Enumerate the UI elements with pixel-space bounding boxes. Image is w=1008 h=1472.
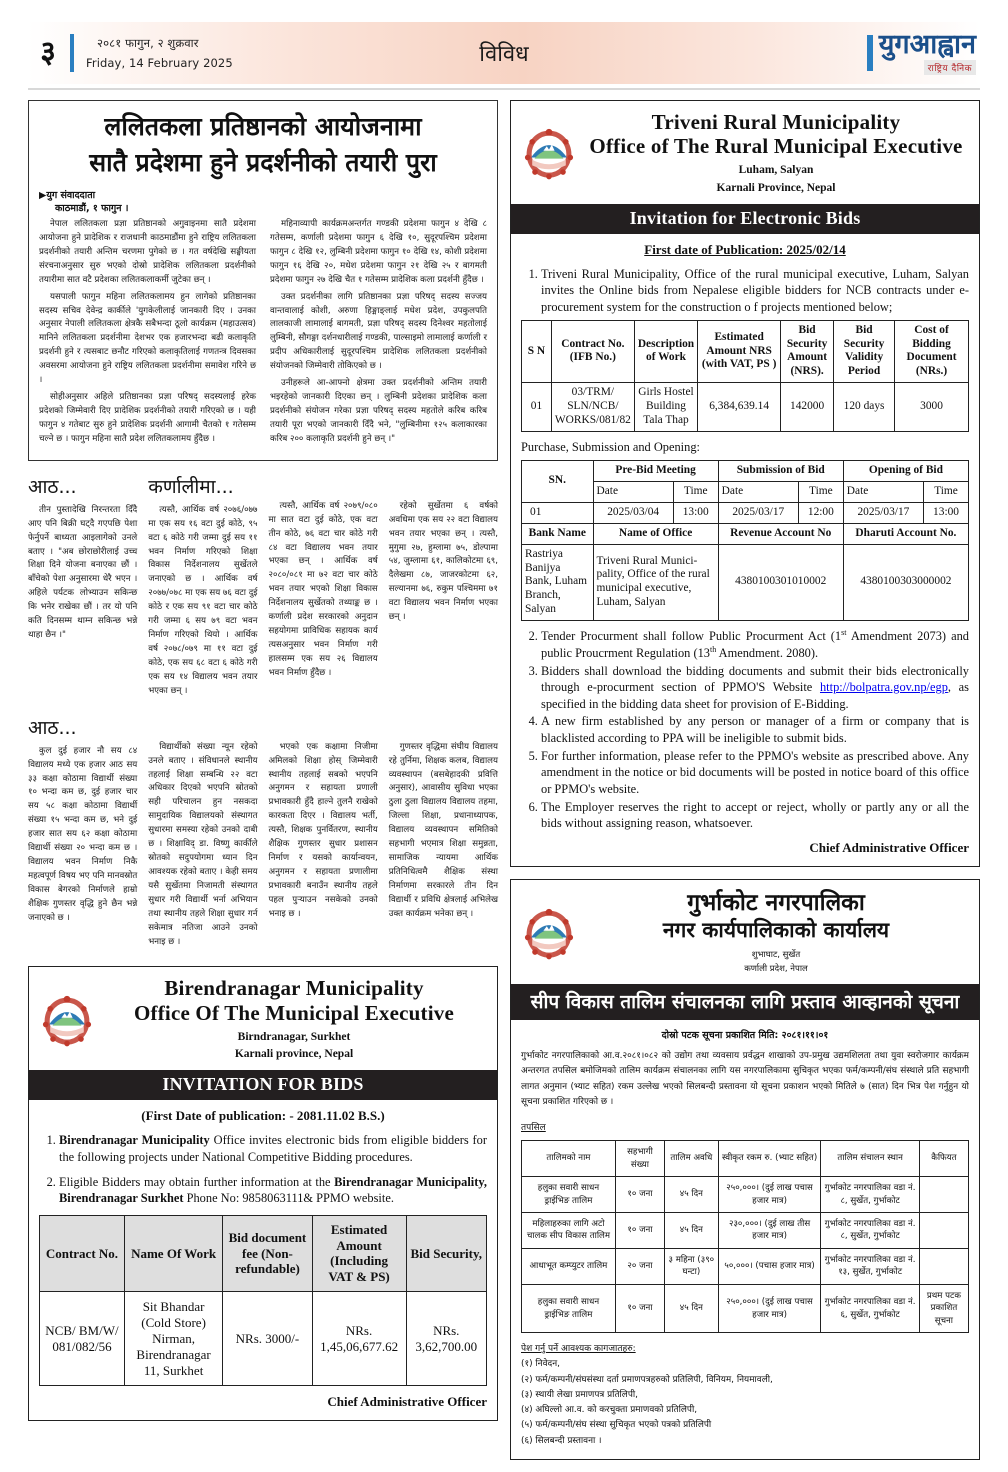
logo-subtitle: राष्ट्रिय दैनिक	[924, 60, 976, 75]
triveni-banner: Invitation for Electronic Bids	[511, 204, 979, 234]
cell-contract-no: NCB/ BM/W/ 081/082/56	[40, 1292, 125, 1386]
gurbhakot-pub-date: दोस्रो पटक सूचना प्रकाशित मिति: २०८१।११।०१	[661, 1029, 829, 1041]
triveni-purchase-label: Purchase, Submission and Opening:	[521, 440, 700, 454]
cell-prebid-date: 2025/03/04	[593, 502, 673, 523]
col-bid-security-amount: Bid Security Amount (NRS).	[781, 320, 834, 383]
col-sn: SN.	[522, 461, 594, 503]
jump-continuation-1	[28, 473, 498, 702]
birendranagar-body	[29, 1100, 497, 1420]
col-contract-no: Contract No.	[40, 1215, 125, 1291]
section-title: विविध	[479, 42, 529, 67]
right-column	[510, 100, 980, 1472]
cell-duration: ४५ दिन	[665, 1284, 719, 1332]
triveni-org-line2: Office of The Rural Municipal Executive	[589, 134, 963, 159]
col-name-of-work: Name Of Work	[124, 1215, 222, 1291]
birendranagar-bid-table	[39, 1215, 487, 1387]
table-header-row	[522, 1141, 969, 1177]
col-approved-amount: स्वीकृत रकम रु. (भ्याट सहित)	[718, 1141, 821, 1177]
col-duration: तालिम अवधि	[665, 1141, 719, 1177]
birendranagar-item1-bold: Birendranagar Municipality	[59, 1133, 210, 1148]
gurbhakot-documents-label: पेश गर्नु पर्ने आवश्यक कागजातहरु:	[521, 1344, 636, 1355]
nepal-emblem-icon	[521, 905, 577, 961]
triveni-item2-post: , as specified in the bidding data sheet for provision of E-Bidding.	[541, 680, 969, 711]
cell-bank-name: Rastriya Banijya Bank, Luham Branch, Salyan	[522, 544, 594, 621]
lead-article	[28, 100, 498, 461]
cell-training-name: आधाभूत कम्प्युटर तालिम	[522, 1248, 616, 1284]
newspaper-page	[0, 22, 1008, 1448]
gurbhakot-document-item: (६) सिलबन्दी प्रस्तावना ।	[521, 1435, 602, 1446]
cell-participants: १० जना	[615, 1177, 664, 1213]
cell-training-name: महिलाहरुका लागि अटो चालक सीप विकास तालिम	[522, 1213, 616, 1249]
jump2-paragraph: कुल दुई हजार नौ सय ८४ विद्यालय मध्ये एक हजार आठ सय ३३ कक्षा कोठामा विद्यार्थी संख्या १० भन्दा कम छ, दुई हजार चार सय ५८ कक्षा कोठामा विद्यार्थी संख्या १५ भन्दा कम छ, भने दुई हजार सात सय ६२ कक्षा कोठामा विद्यार्थी संख्या २० भन्दा कम छ । विद्यालय भवन निर्माण निकै महत्वपूर्ण विषय भए पनि मानवस्रोत विकास बेगरको निर्माणले हाम्रो शैक्षिक गुणस्तर वृद्धि हुने छैन भन्ने जनाएको छ ।	[28, 745, 138, 923]
cell-bid-doc-fee: NRs. 3000/-	[223, 1292, 312, 1386]
gurbhakot-tapsil-label: तपसिल	[521, 1123, 546, 1134]
cell-prebid-time: 13:00	[673, 502, 718, 523]
article-paragraph: नेपाल ललितकला प्रज्ञा प्रतिष्ठानको अगुवाइनमा सातै प्रदेशमा आयोजना हुने प्रादेशिक र राजधानी काठमाडौंमा हुने राष्ट्रिय ललितकला प्रदर्शनीको तयारी अन्तिम चरणमा पुगेको छ । गत वर्षदेखि सङ्घीयता संरचनाअनुसार सुरु भएको दोस्रो प्रादेशिक ललितकला प्रदर्शनीको तयारीमा सात वटै प्रदेशका ललितकलाकर्मी जुटेका छन् ।	[39, 219, 256, 285]
article-paragraph: उनीहरूले आ-आफ्नो क्षेत्रमा उक्त प्रदर्शनीको अन्तिम तयारी भइरहेको जानकारी दिएका छन् । लुम्बिनी प्रदेशका प्रादेशिक कला प्रदर्शनीको संयोजन गरेका प्रज्ञा परिषद् सदस्य महतोले करिब करिब तयारी पूरा भएको जानकारी दिँदै भने, "लुम्बिनीमा १२५ कलाकारका करिब २०० कलाकृति प्रदर्शनी हुने छन् ।"	[270, 378, 487, 444]
col-sn: S N	[522, 320, 552, 383]
gurbhakot-documents-list	[521, 1357, 969, 1449]
cell-training-location: गुर्भाकोट नगरपालिका वडा नं. १३, सुर्खेत, गुर्भाकोट	[821, 1248, 919, 1284]
cell-approved-amount: २५०,०००। (दुई लाख पचास हजार मात्र)	[718, 1284, 821, 1332]
col-name-of-office: Name of Office	[593, 523, 718, 544]
triveni-signature: Chief Administrative Officer	[809, 839, 969, 855]
triveni-org-line1: Triveni Rural Municipality	[651, 110, 901, 134]
table-row	[522, 383, 969, 432]
col-submission-date: Date	[718, 481, 798, 502]
col-bank-name: Bank Name	[522, 523, 594, 544]
left-column	[28, 100, 498, 1472]
page-content	[28, 100, 980, 1472]
col-estimated-amount: Estimated Amount (Including VAT & PS)	[312, 1215, 406, 1291]
cell-participants: २० जना	[615, 1248, 664, 1284]
col-bidding-doc-cost: Cost of Bidding Document (NRs.)	[895, 320, 969, 383]
triveni-schedule-table	[521, 460, 969, 621]
birendranagar-list-item	[59, 1174, 487, 1207]
notice-gurbhakot	[510, 879, 980, 1460]
cell-training-name: हलुका सवारी साधन ड्राईभिङ तालिम	[522, 1177, 616, 1213]
col-dharuti-account: Dharuti Account No.	[843, 523, 968, 544]
cell-name-of-work: Sit Bhandar (Cold Store) Nirman, Birendranagar 11, Surkhet	[124, 1292, 222, 1386]
gurbhakot-training-table	[521, 1140, 969, 1333]
gurbhakot-document-item: (४) अघिल्लो आ.व. को करचुक्ता प्रमाणवको प्रतिलिपी,	[521, 1405, 698, 1416]
col-description: Description of Work	[634, 320, 697, 383]
cell-duration: ४५ दिन	[665, 1177, 719, 1213]
table-header-row	[522, 523, 969, 544]
triveni-address-1: Luham, Salyan	[738, 164, 814, 177]
notice-triveni	[510, 100, 980, 867]
article-dateline: काठमाडौं, १ फागुन ।	[55, 203, 129, 214]
cell-submission-time: 12:00	[798, 502, 843, 523]
table-header-row	[522, 320, 969, 383]
table-row	[522, 544, 969, 621]
cell-revenue-account: 4380100301010002	[718, 544, 843, 621]
nepal-emblem-icon	[39, 992, 95, 1048]
birendranagar-signature: Chief Administrative Officer	[327, 1394, 487, 1410]
jump1-paragraph: रहेको सुर्खेतमा ६ वर्षको अवधिमा एक सय २२ वटा विद्यालय भवन तयार भएका छन् । त्यस्तै, मुगुमा २७, हुम्लामा ७५, डोल्पामा ५४, जुम्लामा ६१, कालिकोटमा ६९, दैलेखमा ८७, जाजरकोटमा ६२, सल्यानमा ७६, रुकुम पश्चिममा ७१ वटा विद्यालय भवन निर्माण भएका छन् ।	[388, 500, 498, 623]
triveni-pub-date: First date of Publication: 2025/02/14	[644, 241, 846, 257]
cell-remarks	[919, 1213, 968, 1249]
cell-approved-amount: २५०,०००। (दुई लाख पचास हजार मात्र)	[718, 1177, 821, 1213]
triveni-list-intro	[521, 266, 969, 316]
cell-estimated-amount: 6,384,639.14	[698, 383, 781, 432]
col-prebid-time: Time	[673, 481, 718, 502]
col-remarks: कैफियत	[919, 1141, 968, 1177]
article-headline-line2: सातै प्रदेशमा हुने प्रदर्शनीको तयारी पुरा	[89, 147, 437, 177]
cell-training-name: हलुका सवारी साधन ड्राईभिङ तालिम	[522, 1284, 616, 1332]
triveni-address-2: Karnali Province, Nepal	[716, 181, 836, 194]
gurbhakot-org-line1: गुर्भाकोट नगरपालिका	[687, 889, 865, 916]
triveni-title-block	[583, 110, 969, 197]
birendranagar-org-line1: Birendranagar Municipality	[164, 976, 424, 1001]
page-number: ३	[40, 35, 56, 70]
birendranagar-address-2: Karnali province, Nepal	[234, 1048, 354, 1061]
triveni-condition-item: 6. The Employer reserves the right to accept or reject, wholly or partly any or all the bids without assigning reason, whatsoever.	[541, 799, 969, 832]
notice-birendranagar	[28, 966, 498, 1421]
cell-estimated-amount: NRs. 1,45,06,677.62	[312, 1292, 406, 1386]
table-row	[522, 1248, 969, 1284]
gurbhakot-document-item: (३) स्थायी लेखा प्रमाणपत्र प्रतिलिपी,	[521, 1389, 638, 1400]
birendranagar-pub-date: (First Date of publication: - 2081.11.02 B.S.)	[141, 1108, 385, 1124]
article-headline-line1: ललितकला प्रतिष्ठानको आयोजनामा	[104, 112, 422, 141]
gurbhakot-document-item: (१) निवेदन,	[521, 1359, 560, 1370]
gurbhakot-org-line2: नगर कार्यपालिकाको कार्यालय	[662, 918, 890, 943]
jump1-heading-1: आठ...	[28, 475, 77, 498]
birendranagar-list	[39, 1132, 487, 1206]
article-body	[39, 218, 487, 450]
triveni-condition-item: 2. Tender Procurment shall follow Public Procurment Act (1st Amendment 2073) and public Proucrment Regulation (13th Amendment. 2080).	[541, 628, 969, 661]
cell-duration: ३ महिना (३९० घन्टा)	[665, 1248, 719, 1284]
cell-participants: १० जना	[615, 1284, 664, 1332]
cell-approved-amount: ५०,०००। (पचास हजार मात्र)	[718, 1248, 821, 1284]
birendranagar-list-item	[59, 1132, 487, 1165]
cell-remarks	[919, 1177, 968, 1213]
gurbhakot-title-block	[583, 889, 969, 977]
cell-remarks: प्रथम पटक प्रकाशित सूचना	[919, 1284, 968, 1332]
bolpatra-link[interactable]: http://bolpatra.gov.np/egp	[819, 680, 948, 695]
article-paragraph: सोहीअनुसार अहिले प्रतिष्ठानका प्रज्ञा परिषद् सदस्यलाई हरेक प्रदेशको जिम्मेवारी दिए प्रादेशिक प्रदर्शनीको तयारी गरिएको छ । यही फागुन ४ गतेबाट सुरु हुने प्रादेशिक प्रदर्शनी आगामी चैतको १ गतेसम्म चल्ने छ । फागुन महिना सातै प्रदेश ललितकलामय हुँदैछ ।	[39, 392, 256, 444]
nepal-emblem-icon	[521, 125, 577, 181]
cell-bid-validity: 120 days	[834, 383, 895, 432]
cell-opening-time: 13:00	[924, 502, 969, 523]
birendranagar-address-1: Birndranagar, Surkhet	[237, 1030, 351, 1043]
cell-bid-security: NRs. 3,62,700.00	[406, 1292, 487, 1386]
gurbhakot-header	[511, 880, 979, 984]
table-row	[522, 1284, 969, 1332]
jump2-heading: आठ...	[28, 716, 77, 739]
cell-sn: 01	[522, 502, 594, 523]
cell-contract-no: 03/TRM/ SLN/NCB/ WORKS/081/82	[551, 383, 634, 432]
table-header-row	[522, 461, 969, 482]
jump1-heading-2: कर्णालीमा...	[148, 475, 234, 498]
col-bid-security: Bid Security,	[406, 1215, 487, 1291]
cell-bidding-doc-cost: 3000	[895, 383, 969, 432]
birendranagar-banner: INVITATION FOR BIDS	[29, 1070, 497, 1100]
table-row	[522, 1177, 969, 1213]
cell-approved-amount: २३०,०००। (दुई लाख तीस हजार मात्र)	[718, 1213, 821, 1249]
triveni-intro-item: 1. Triveni Rural Municipality, Office of the rural municipal executive, Luham, Salyan invites the Online bids from Nepalese eligible bidders for NCB contracts under e-procurement system for the construction o f projects mentioned below;	[541, 266, 969, 316]
cell-bid-security-amount: 142000	[781, 383, 834, 432]
col-estimated-amount: Estimated Amount NRS (with VAT, PS )	[698, 320, 781, 383]
col-contract-no: Contract No. (IFB No.)	[551, 320, 634, 383]
col-training-name: तालिमको नाम	[522, 1141, 616, 1177]
gurbhakot-address-2: कर्णाली प्रदेश, नेपाल	[744, 964, 808, 975]
birendranagar-item2-post: Phone No: 9858063111& PPMO website.	[183, 1191, 394, 1206]
birendranagar-title-block	[101, 976, 487, 1063]
jump1-paragraph: त्यस्तै, आर्थिक वर्ष २०७६/०७७ मा एक सय १६ वटा दुई कोठे, ९५ वटा ६ कोठे गरी जम्मा दुई सय ११ भवन निर्माण गरिएको शिक्षा विकास निर्देशनालय सुर्खेतले जनाएको छ । आर्थिक वर्ष २०७७/०७८ मा एक सय ७६ वटा दुई कोठे र एक सय ९१ वटा चार कोठे गरी जम्मा ६ सय ७९ वटा भवन निर्माण गरिएको थियो । आर्थिक वर्ष २०७८/०७९ मा ११ वटा दुई कोठे, एक सय ६८ वटा ६ कोठे गरी एक सय १४ विद्यालय भवन तयार भएका छन् ।	[148, 504, 258, 696]
gurbhakot-document-item: (२) फर्म/कम्पनी/संघसंस्था दर्ता प्रमाणपत्रहरुको प्रतिलिपी, विनियम, नियमावली,	[521, 1374, 773, 1385]
birendranagar-item1-rest: Office invites electronic bids from eligible bidders for the following projects under National Competitive Bidding procedures.	[59, 1133, 488, 1164]
gurbhakot-intro-paragraph: गुर्भाकोट नगरपालिकाको आ.व.२०८१।०८२ को उद्योग तथा व्यवसाय प्रर्वद्धन शाखाको उप-प्रमुख उद्यमशिलता तथा युवा स्वरोजगार कार्यक्रम अन्तरगत तपसिल बमोजिमको तालिम कार्यक्रम संचालनका लागि यस नगरपालिकामा सुचिकृत भएका फर्म/कम्पनी/संघ संस्थाले प्रति सहभागी लागत अनुमान (भ्याट सहित) रकम उल्लेख भएको सिलबन्दी प्रस्तावना यो सूचना प्रकाशन भएको मितिले ७ (सात) दिन भित्र पेश गर्नुहुन यो सूचना प्रकाशित गरिएको छ ।	[521, 1050, 969, 1107]
article-byline: ▶युग संवाददाता	[39, 190, 96, 201]
cell-training-location: गुर्भाकोट नगरपालिका वडा नं. ८, सुर्खेत, गुर्भाकोट	[821, 1177, 919, 1213]
article-paragraph: महिनाव्यापी कार्यक्रमअन्तर्गत गण्डकी प्रदेशमा फागुन ४ देखि ८ गतेसम्म, कर्णाली प्रदेशमा फागुन ६ देखि १०, सुदूरपश्चिम प्रदेशमा फागुन ८ देखि १२, लुम्बिनी प्रदेशमा फागुन १० देखि १४, कोशी प्रदेशमा फागुन १६ देखि २०, मधेश प्रदेशमा फागुन २१ देखि २५ र बागमती प्रदेशमा फागुन २७ देखि चैत १ गतेसम्म प्रादेशिक कला प्रदर्शनी हुँदैछ ।	[270, 219, 487, 285]
col-training-location: तालिम संचालन स्थान	[821, 1141, 919, 1177]
cell-opening-date: 2025/03/17	[843, 502, 923, 523]
date-english: Friday, 14 February 2025	[86, 56, 233, 71]
jump2-paragraph: भएको एक कक्षामा निजीमा अमिलको शिक्षा होस् जिम्मेवारी स्थानीय तहलाई सबको भएपनि अनुगमन र सहायता प्रणाली प्रभावकारी हुँदै हाल्ने तुलनै राखेको कारकता दिएर । विद्यालय भर्ती, त्यस्तै, शिक्षक पुनर्वितरण, स्थानीय शैक्षिक गुणस्तर सुधार प्रशासन निर्माण र यसको कार्यान्वयन, अनुगमन र सहायता प्रणालीमा प्रभावकारी बनाउँन स्थानीय तहले पहल पुऱ्याउन नसकेको उनको भनाइ छ ।	[268, 741, 378, 919]
jump1-paragraph: त्यस्तै, आर्थिक वर्ष २०७९/०८० मा सात वटा दुई कोठे, एक वटा तीन कोठे, ७६ वटा चार कोठे गरी ८४ वटा विद्यालय भवन तयार भएका छन् । आर्थिक वर्ष २०८०/०८१ मा ७२ वटा चार कोठे भवन तयार भएको शिक्षा विकास निर्देशनालय सुर्खेतको तथ्याङ्क छ । कर्णाली प्रदेश सरकारको अनुदान सहयोगमा प्राविधिक सहायक कार्य त्यसअनुसार भवन निर्माण गरी हालसम्म एक सय २६ विद्यालय भवन निर्माण हुँदैछ ।	[268, 500, 378, 678]
triveni-bid-table	[521, 320, 969, 432]
col-prebid-meeting: Pre-Bid Meeting	[593, 461, 718, 482]
jump2-paragraph: गुणस्तर वृद्धिमा संघीय विद्यालय रहे तुर्निमा, शिक्षक कलब, विद्यालय व्यवस्थापन (बसबेहादकी प्रवित्ति अनुसार), आवासीय सुविधा भएका ठुला ठुला विद्यालय विद्यालय तहमा, जिल्ला शिक्षा, प्रधानाध्यापक, विद्यालय व्यवस्थापन समितिको सहभागी भएमात्र शिक्षा समुन्नता, सामाजिक न्यायमा आर्थिक प्रतिनिधित्वमै शैक्षिक संस्था निर्माणमा सरकारले तीन दिन विद्यार्थी र प्रविधि क्षेत्रलाई अभिलेख उक्त कार्यक्रम भनेका छन् ।	[388, 741, 498, 919]
table-row	[40, 1292, 487, 1386]
table-row	[522, 1213, 969, 1249]
birendranagar-org-line2: Office Of The Municipal Executive	[133, 1000, 454, 1025]
cell-duration: ४५ दिन	[665, 1213, 719, 1249]
col-opening-time: Time	[924, 481, 969, 502]
logo-text: युगआह्वान	[878, 28, 976, 60]
triveni-body	[511, 234, 979, 866]
col-submission-of-bid: Submission of Bid	[718, 461, 843, 482]
byline-text: युग संवाददाता	[46, 190, 96, 201]
masthead-underline	[28, 88, 980, 90]
col-bid-validity: Bid Security Validity Period	[834, 320, 895, 383]
gurbhakot-address-1: शुभाघाट, सुर्खेत	[751, 949, 801, 960]
cell-description: Girls Hostel Building Tala Thap	[634, 383, 697, 432]
gurbhakot-body	[511, 1020, 979, 1459]
triveni-condition-item: 5. For further information, please refer to the PPMO's website as prescribed above. Any amendment in the notice or bid documents will be posted in notice board of this office or PPMO's website.	[541, 748, 969, 798]
cell-training-location: गुर्भाकोट नगरपालिका वडा नं. ८, सुर्खेत, गुर्भाकोट	[821, 1213, 919, 1249]
cell-name-of-office: Triveni Rural Munici-pality, Office of the rural municipal executive, Luham, Salyan	[593, 544, 718, 621]
cell-training-location: गुर्भाकोट नगरपालिका वडा नं. ६, सुर्खेत, गुर्भाकोट	[821, 1284, 919, 1332]
col-revenue-account: Revenue Account No	[718, 523, 843, 544]
col-opening-of-bid: Opening of Bid	[843, 461, 968, 482]
masthead	[28, 22, 980, 84]
article-byline-block	[39, 188, 487, 214]
article-paragraph: उक्त प्रदर्शनीका लागि प्रतिष्ठानका प्रज्ञा परिषद् सदस्य सज्जय वान्तवालाई कोशी, अरुणा हिङ्माङ्लाई मधेश प्रदेश, उपकुलपति लालकाजी लामालाई बागमती, प्रज्ञा परिषद् सदस्य दिनेश्वर महतोलाई लुम्बिनी, सौगङ्गा दर्शनधारीलाई गण्डकी, पाल्साइमो लामालाई कर्णाली र प्रदीप अधिकारीलाई सुदूरपश्चिम प्रादेशिक ललितकला प्रदर्शनीको संयोजनको जिम्मेवारी तोकिएको छ ।	[270, 291, 487, 372]
col-submission-time: Time	[798, 481, 843, 502]
triveni-condition-item: 4. A new firm established by any person or manager of a firm or company that is blacklisted according to PPA will be ineligible to submit bids.	[541, 713, 969, 746]
date-nepali: २०८१ फागुन, २ शुक्रवार	[97, 36, 199, 51]
triveni-conditions-list	[521, 628, 969, 832]
jump2-paragraph: विद्यार्थीको संख्या न्यून रहेको उनले बताए । संविधानले स्थानीय तहलाई शिक्षा सम्बन्धि २२ वटा अधिकार दिएको भएपनि स्रोतको सही परिचालन हुन नसकदा सामुदायिक विद्यालयको संस्थागत सुधारमा समस्या रहेको उनको दाबी छ । शिक्षाविद् डा. विष्णु कार्कीले स्रोतको सदुपयोगमा ध्यान दिन आवश्यक रहेको बताए । केही समय यसै सुर्खेतमा निजामती संस्थागत सुधार गरी विद्यार्थी भर्ना अभियान तथा स्थानीय तहले शिक्षा सुधार गर्न सकेमात्र नतिजा आउने उनको भनाइ छ ।	[148, 741, 258, 947]
birendranagar-header	[29, 967, 497, 1070]
triveni-condition-item	[541, 663, 969, 713]
triveni-header	[511, 101, 979, 204]
col-opening-date: Date	[843, 481, 923, 502]
gurbhakot-banner: सीप विकास तालिम संचालनका लागि प्रस्ताव आव्हानको सूचना	[511, 984, 979, 1020]
birendranagar-item2-bold: Birendranagar Municipality, Birendranagar Surkhet	[59, 1174, 487, 1206]
gurbhakot-document-item: (५) फर्म/कम्पनी/संघ संस्था सुचिकृत भएको पत्रको प्रतिलिपी	[521, 1420, 712, 1431]
col-bid-doc-fee: Bid document fee (Non-refundable)	[223, 1215, 312, 1291]
jump-continuation-2	[28, 714, 498, 953]
cell-participants: १० जना	[615, 1213, 664, 1249]
birendranagar-item2-pre: Eligible Bidders may obtain further information at the	[59, 1174, 335, 1189]
cell-sn: 01	[522, 383, 552, 432]
cell-dharuti-account: 4380100303000002	[843, 544, 968, 621]
table-row	[522, 502, 969, 523]
cell-submission-date: 2025/03/17	[718, 502, 798, 523]
jump1-paragraph: तीन पुस्तादेखि निरन्तरता दिँदै आए पनि बिक्री घट्दै गएपछि पेशा फेर्नुपर्ने बाध्यता आइलागेको उनले बताए । "अब छोराछोरीलाई उच्च शिक्षा दिने योजना बनाएका छौं । बाँचेको पेशा अनुसारमा धेरै भएन । अहिले पर्यटक लोभ्याउन सकिन्छ कि भनेर राखेका छौं । तर यो पनि कति दिनसम्म थाम्न सकिन्छ भन्ने थाहा छैन ।"	[28, 504, 138, 641]
cell-remarks	[919, 1248, 968, 1284]
article-paragraph: यसपाली फागुन महिना ललितकलामय हुन लागेको प्रतिष्ठानका सदस्य सचिव देवेन्द्र कार्कीले 'युगकेलीलाई जानकारी दिए । उनका अनुसार नेपाली ललितकला क्षेत्रकै सबैभन्दा ठूलो कार्यक्रम (महाउत्सव) मानिने ललितकला प्रदर्शनीमा देशभर एक हजारभन्दा बढी कलाकृति प्रदर्शनी हुने र त्यसबाट छनौट गरिएको कलाकृतिलाई गणतन्त्र दिवसका अवसरमा आयोजना हुने राष्ट्रिय ललितकला प्रदर्शनीमा समावेश गरिने छ ।	[39, 291, 256, 386]
table-header-row	[40, 1215, 487, 1291]
col-participants: सहभागी संख्या	[615, 1141, 664, 1177]
col-prebid-date: Date	[593, 481, 673, 502]
triveni-item2-pre: Bidders shall download the bidding documents and submit their bids electronically through e-procurment section of PPMO'S Website	[541, 663, 969, 695]
